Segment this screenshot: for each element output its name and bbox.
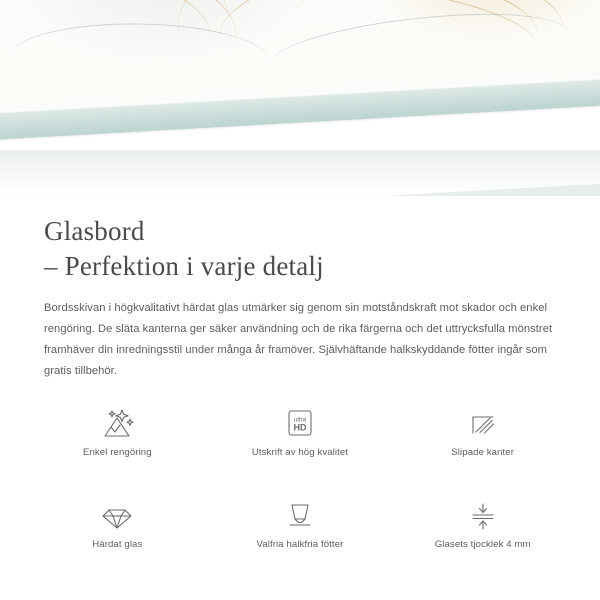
feature-label: Valfria halkfria fötter [256, 539, 344, 550]
feature-grid [0, 400, 600, 574]
description-paragraph: Bordsskivan i högkvalitativt härdat glas utmärker sig genom sin motståndskraft mot skador och enkel rengöring. De släta kanterna ger säker användning och de rika färgerna och det uttrycksfulla mönstret framhäver din inredningsstil under många år framöver. Självhäftande halkskyddande fötter ingår som gratis tillbehör. [44, 302, 553, 377]
ultra-hd-icon [278, 400, 322, 446]
feature-label: Härdat glas [92, 539, 143, 550]
feature-label: Glasets tjocklek 4 mm [434, 539, 531, 550]
headline-line-1: Glasbord [44, 216, 145, 246]
svg-text:HD: HD [293, 422, 307, 433]
hero-fade [480, 0, 600, 196]
feature-label: Utskrift av hög kvalitet [251, 447, 349, 458]
polished-edges-icon [461, 400, 505, 446]
feature-label: Enkel rengöring [82, 447, 152, 458]
anti-slip-foot-icon [278, 492, 322, 538]
feature-item-glass-thickness [391, 492, 574, 574]
feature-item-easy-cleaning [26, 400, 209, 482]
page-title [0, 196, 600, 284]
feature-item-polished-edges [391, 400, 574, 482]
hero-product-image [0, 0, 600, 196]
thickness-arrows-icon [461, 492, 505, 538]
text-content [0, 196, 600, 382]
feature-item-anti-slip-feet [209, 492, 392, 574]
diamond-icon [95, 492, 139, 538]
svg-text:ultra: ultra [293, 416, 307, 424]
feature-label: Slipade kanter [451, 447, 515, 458]
feature-item-print-quality [209, 400, 392, 482]
feature-item-tempered-glass [26, 492, 209, 574]
headline-line-2: – Perfektion i varje detalj [44, 251, 324, 281]
sparkle-cloth-icon [95, 400, 139, 446]
